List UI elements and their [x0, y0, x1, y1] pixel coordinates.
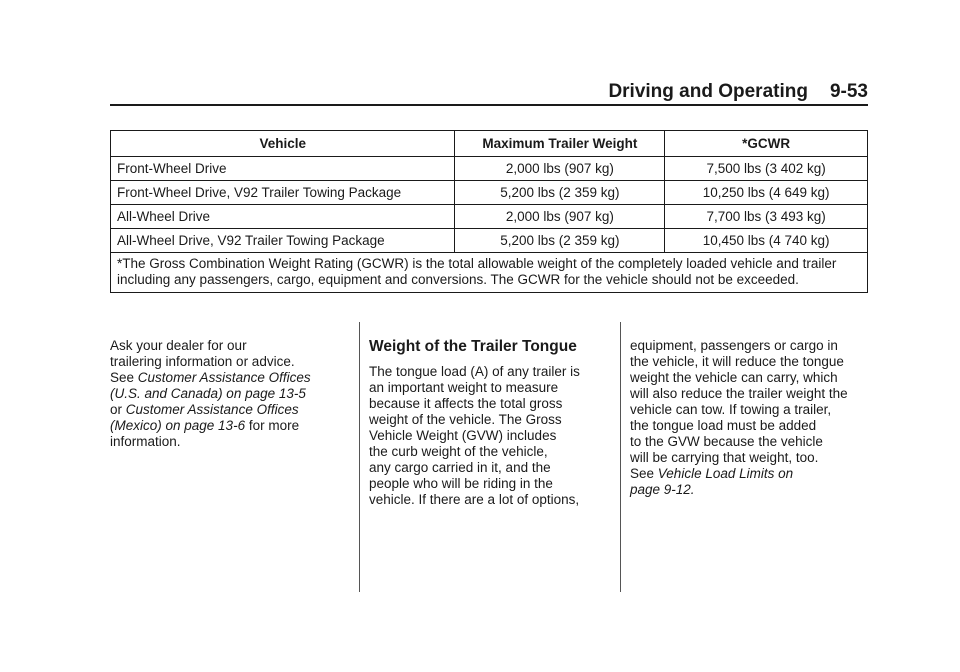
text-line: Ask your dealer for our	[110, 338, 247, 353]
page-number: 9-53	[829, 81, 868, 102]
trailer-weight-table	[110, 130, 868, 293]
text-line: to the GVW because the vehicle	[630, 434, 823, 449]
table-footnote-row	[111, 253, 868, 293]
text-line: vehicle. If there are a lot of options,	[369, 492, 580, 507]
column-divider	[620, 322, 621, 592]
text-line: will be carrying that weight, too.	[630, 450, 819, 465]
cross-reference-link[interactable]: Customer Assistance Offices	[125, 402, 299, 417]
text-line: any cargo carried in it, and the	[369, 460, 551, 475]
text-or: or	[110, 402, 123, 417]
text-line: weight the vehicle can carry, which	[630, 370, 838, 385]
cross-reference-link[interactable]: page 9-12.	[630, 482, 695, 497]
text-see: See	[630, 466, 655, 481]
text-line: an important weight to measure	[369, 380, 559, 395]
tongue-paragraph-continued	[630, 338, 870, 498]
text-line: Vehicle Weight (GVW) includes	[369, 428, 557, 443]
table-cell: Front-Wheel Drive, V92 Trailer Towing Package	[111, 181, 455, 205]
text-line: information.	[110, 434, 181, 449]
text-line: will also reduce the trailer weight the	[630, 386, 848, 401]
text-line: the vehicle, it will reduce the tongue	[630, 354, 844, 369]
page-header	[110, 80, 868, 104]
text-line: weight of the vehicle. The Gross	[369, 412, 562, 427]
column-middle	[369, 338, 601, 508]
text-line: because it affects the total gross	[369, 396, 563, 411]
text-see: See	[110, 370, 135, 385]
table-row	[111, 205, 868, 229]
table-cell: 7,500 lbs (3 402 kg)	[665, 157, 868, 181]
table-row	[111, 229, 868, 253]
table-cell: 5,200 lbs (2 359 kg)	[455, 229, 665, 253]
table-row	[111, 157, 868, 181]
table-cell: 7,700 lbs (3 493 kg)	[665, 205, 868, 229]
column-left	[110, 338, 340, 450]
text-line: people who will be riding in the	[369, 476, 553, 491]
table-cell: 5,200 lbs (2 359 kg)	[455, 181, 665, 205]
table-cell: 2,000 lbs (907 kg)	[455, 157, 665, 181]
text-line: The tongue load (A) of any trailer is	[369, 364, 580, 379]
section-heading: Weight of the Trailer Tongue	[369, 338, 577, 355]
table-cell: Front-Wheel Drive	[111, 157, 455, 181]
column-header: Maximum Trailer Weight	[455, 131, 665, 157]
column-divider	[359, 322, 360, 592]
column-header: *GCWR	[665, 131, 868, 157]
text-line: trailering information or advice.	[110, 354, 295, 369]
text-line: the tongue load must be added	[630, 418, 817, 433]
text-line: vehicle can tow. If towing a trailer,	[630, 402, 832, 417]
tongue-paragraph	[369, 364, 601, 508]
table-cell: 2,000 lbs (907 kg)	[455, 205, 665, 229]
cross-reference-link[interactable]: (U.S. and Canada) on page 13-5	[110, 386, 306, 401]
cross-reference-link[interactable]: (Mexico) on page 13-6	[110, 418, 246, 433]
table-cell: 10,250 lbs (4 649 kg)	[665, 181, 868, 205]
table-header-row	[111, 131, 868, 157]
table-cell: All-Wheel Drive, V92 Trailer Towing Package	[111, 229, 455, 253]
text-line: for more	[248, 418, 300, 433]
table-footnote: *The Gross Combination Weight Rating (GCWR) is the total allowable weight of the completely loaded vehicle and trailer including any passengers, cargo, equipment and conversions. The GCWR for the vehicle should not be exceeded.	[111, 253, 868, 293]
table-cell: 10,450 lbs (4 740 kg)	[665, 229, 868, 253]
text-line: equipment, passengers or cargo in	[630, 338, 838, 353]
header-rule	[110, 104, 868, 106]
cross-reference-link[interactable]: Vehicle Load Limits on	[657, 466, 794, 481]
dealer-paragraph	[110, 338, 340, 450]
column-right	[630, 338, 870, 498]
text-line: the curb weight of the vehicle,	[369, 444, 548, 459]
table-row	[111, 181, 868, 205]
section-title: Driving and Operating	[608, 81, 808, 102]
cross-reference-link[interactable]: Customer Assistance Offices	[137, 370, 311, 385]
table-cell: All-Wheel Drive	[111, 205, 455, 229]
column-header: Vehicle	[111, 131, 455, 157]
